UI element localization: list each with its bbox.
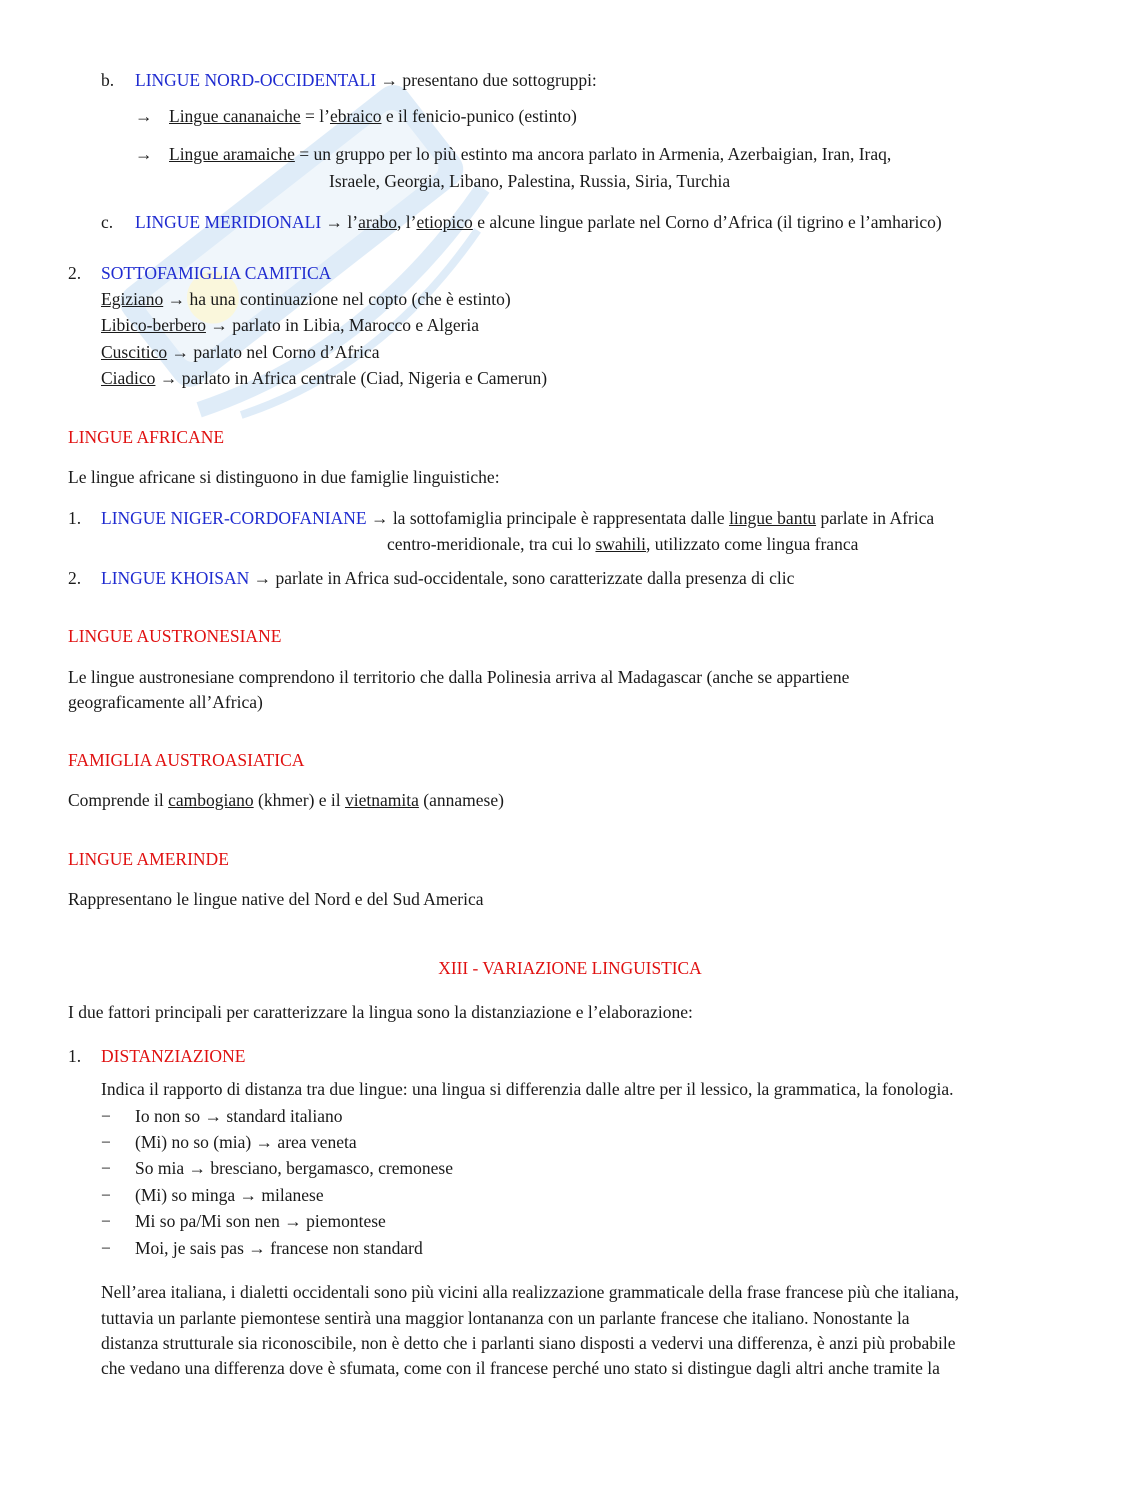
list-item-c — [101, 211, 113, 233]
section-title: LINGUE NIGER-CORDOFANIANE — [101, 508, 367, 528]
example-item: Io non so → standard italiano — [135, 1106, 343, 1126]
arrow-icon: → — [380, 70, 399, 90]
dash-bullet: − — [101, 1185, 111, 1205]
paragraph: Le lingue africane si distinguono in due famiglie linguistiche: — [68, 467, 500, 487]
arrow-icon: → — [248, 1238, 266, 1258]
dash-bullet: − — [101, 1132, 111, 1152]
sub-item-aramaiche-content: Lingue aramaiche = un gruppo per lo più estinto ma ancora parlato in Armenia, Azerbaigian, Iran, Iraq, — [169, 144, 892, 164]
arrow-icon: → — [159, 368, 178, 388]
list-marker: c. — [101, 212, 114, 232]
list-marker: b. — [101, 70, 115, 90]
sub-item-aramaiche-cont: Israele, Georgia, Libano, Palestina, Russia, Siria, Turchia — [329, 171, 731, 191]
paragraph: Rappresentano le lingue native del Nord e del Sud America — [68, 889, 484, 909]
example-item: Mi so pa/Mi son nen → piemontese — [135, 1211, 386, 1231]
paragraph-line: che vedano una differenza dove è sfumata, come con il francese perché uno stato si distingue dagli altri anche tramite la — [101, 1358, 940, 1378]
list-item-niger: LINGUE NIGER-CORDOFANIANE → la sottofamiglia principale è rappresentata dalle lingue bantu parlate in Africa — [101, 508, 935, 528]
arrow-icon: → — [167, 289, 186, 309]
section-heading: LINGUE AMERINDE — [68, 849, 229, 869]
sub-item-cananaiche — [135, 105, 153, 127]
arrow-icon: → — [253, 568, 272, 588]
camitica-item: Ciadico → parlato in Africa centrale (Ciad, Nigeria e Camerun) — [101, 368, 548, 388]
paragraph: I due fattori principali per caratterizzare la lingua sono la distanziazione e l’elaborazione: — [68, 1002, 693, 1022]
arrow-icon: → — [370, 508, 389, 528]
list-item-b — [101, 69, 114, 91]
section-heading: FAMIGLIA AUSTROASIATICA — [68, 750, 305, 770]
arrow-icon: → — [135, 144, 153, 164]
camitica-item: Egiziano → ha una continuazione nel copto (che è estinto) — [101, 289, 511, 309]
arrow-icon: → — [204, 1106, 223, 1126]
paragraph-line: Nell’area italiana, i dialetti occidentali sono più vicini alla realizzazione grammaticale della frase francese più che italiana, — [101, 1282, 960, 1302]
dash-bullet: − — [101, 1158, 111, 1178]
example-item: Moi, je sais pas → francese non standard — [135, 1238, 423, 1258]
section-title: LINGUE MERIDIONALI — [135, 212, 322, 232]
arrow-icon: → — [188, 1158, 206, 1178]
arrow-icon: → — [239, 1185, 258, 1205]
dash-bullet: − — [101, 1238, 111, 1258]
arrow-icon: → — [284, 1211, 302, 1231]
list-item-khoisan: LINGUE KHOISAN → parlate in Africa sud-occidentale, sono caratterizzate dalla presenza di clic — [101, 568, 795, 588]
camitica-item: Cuscitico → parlato nel Corno d’Africa — [101, 342, 380, 362]
paragraph: Comprende il cambogiano (khmer) e il vietnamita (annamese) — [68, 790, 504, 810]
paragraph-line: distanza strutturale sia riconoscibile, non è detto che i parlanti siano disposti a vedervi una differenza, è anzi più probabile — [101, 1333, 956, 1353]
list-item-c-content: LINGUE MERIDIONALI → l’arabo, l’etiopico e alcune lingue parlate nel Corno d’Africa (il tigrino e l’amharico) — [135, 212, 942, 232]
arrow-icon: → — [135, 106, 153, 126]
list-item-niger-cont: centro-meridionale, tra cui lo swahili, utilizzato come lingua franca — [387, 534, 859, 554]
example-item: So mia → bresciano, bergamasco, cremonese — [135, 1158, 453, 1178]
list-item-b-content: LINGUE NORD-OCCIDENTALI → presentano due sottogruppi: — [135, 70, 597, 90]
section-heading: LINGUE AFRICANE — [68, 427, 225, 447]
list-marker: 1. — [68, 508, 82, 528]
chapter-heading: XIII - VARIAZIONE LINGUISTICA — [438, 958, 702, 978]
list-marker: 2. — [68, 568, 82, 588]
paragraph: Indica il rapporto di distanza tra due lingue: una lingua si differenzia dalle altre per il lessico, la grammatica, la fonologia. — [101, 1079, 954, 1099]
arrow-icon: → — [171, 342, 189, 362]
example-item: (Mi) no so (mia) → area veneta — [135, 1132, 357, 1152]
section-heading: LINGUE AUSTRONESIANE — [68, 626, 282, 646]
paragraph-line: geograficamente all’Africa) — [68, 692, 263, 712]
dash-bullet: − — [101, 1106, 111, 1126]
section-title: DISTANZIAZIONE — [101, 1046, 246, 1066]
camitica-item: Libico-berbero → parlato in Libia, Marocco e Algeria — [101, 315, 480, 335]
arrow-icon: → — [255, 1132, 274, 1152]
arrow-icon: → — [325, 212, 344, 232]
section-title: LINGUE NORD-OCCIDENTALI — [135, 70, 377, 90]
section-title: LINGUE KHOISAN — [101, 568, 250, 588]
paragraph-line: tuttavia un parlante piemontese sentirà una maggior lontananza con un parlante francese che italiano. Nonostante la — [101, 1308, 910, 1328]
list-marker: 1. — [68, 1046, 82, 1066]
paragraph-line: Le lingue austronesiane comprendono il territorio che dalla Polinesia arriva al Madagascar (anche se appartiene — [68, 667, 850, 687]
sub-item-aramaiche — [135, 143, 153, 165]
list-marker: 2. — [68, 263, 82, 283]
section-title: SOTTOFAMIGLIA CAMITICA — [101, 263, 332, 283]
sub-item-cananaiche-content: Lingue cananaiche = l’ebraico e il fenicio-punico (estinto) — [169, 106, 577, 126]
example-item: (Mi) so minga → milanese — [135, 1185, 324, 1205]
dash-bullet: − — [101, 1211, 111, 1231]
watermark-logo — [60, 30, 520, 470]
arrow-icon: → — [210, 315, 228, 335]
